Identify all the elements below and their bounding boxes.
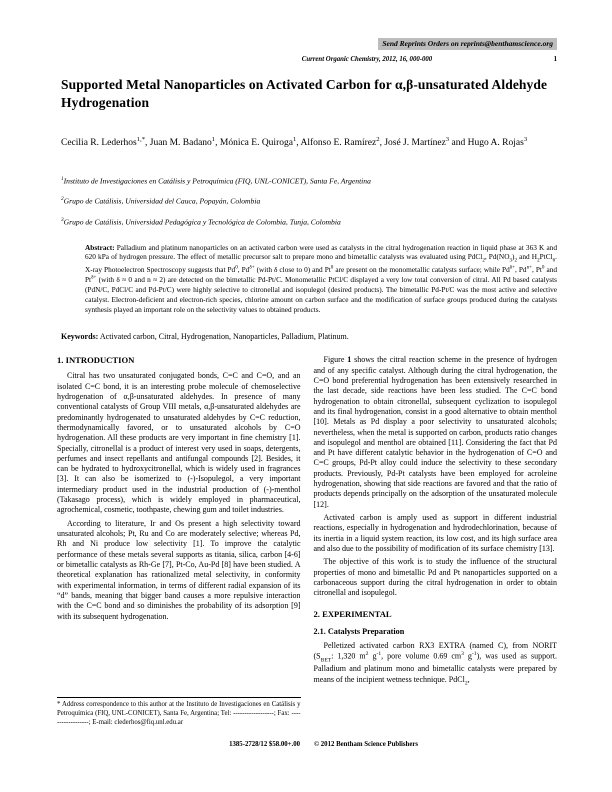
keywords-label: Keywords: — [61, 332, 99, 342]
page-footer — [57, 741, 557, 748]
journal-citation: Current Organic Chemistry, 2012, 16, 000-000 — [301, 56, 433, 63]
page-number: 1 — [553, 56, 558, 63]
body-paragraph-figure1: Figure 1 shows the citral reaction scheme in the presence of hydrogen and of any specific catalyst. Although during the citral hydrogenation, the C=O bond preferential hydrogenation has been extensively researched in the last decade, side reactions have been less studied. The C=C bond hydrogenation to obtain citronellal, subsequent cyclization to isopulegol and its final hydrogenation, consist in a good alternative to obtain menthol [10]. Metals as Pd display a poor selectivity to unsaturated alcohols; nevertheless, when the metal is supported on carbon, products ratio changes and isopulegol and menthol are obtained [11]. Considering the fact that Pd and Pt have different catalytic behavior in the hydrogenation of C=O and C=C groups, Pd-Pt alloy could induce the selectivity to these secondary products. Previously, Pd-Pt catalysts have been employed for acroleine hydrogenation, showing that side reactions are favored and that the ratio of products depends principally on the adsorption of the unsaturated molecule [12]. — [313, 355, 557, 509]
authors-line: Cecilia R. Lederhos$^{1,*}$, Juan M. Badano$^1$, Mónica E. Quiroga$^1$, Alfonso E. Ramírez$^2$, José J. Martínez$^3$ and Hugo A. Rojas$^3$ — [61, 135, 528, 148]
abstract-block — [85, 243, 557, 315]
affiliation-2: $^2$Grupo de Catálisis, Universidad del Cauca, Popayán, Colombia — [61, 196, 261, 206]
correspondence-footnote-text: * Address correspondence to this author at the Instituto de Investigaciones en Catálisis y Petroquímica (FIQ, UNL-CONICET), Santa Fe, Argentina; Tel: ------------------; Fax: ------------------; E-mail: clederhos@fiq.unl.edu.ar — [57, 701, 301, 726]
correspondence-footnote — [57, 697, 301, 727]
abstract-label: Abstract: — [85, 242, 115, 252]
section-1-heading: 1. INTRODUCTION — [57, 355, 135, 366]
affiliation-1: $^1$Instituto de Investigaciones en Catálisis y Petroquímica (FIQ, UNL-CONICET), Santa Fe, Argentina — [61, 175, 371, 186]
article-title: Supported Metal Nanoparticles on Activated Carbon for α,β-unsaturated Aldehyde Hydrogenation — [61, 77, 548, 110]
right-column — [314, 355, 558, 727]
intro-paragraph-2: According to literature, Ir and Os present a high selectivity toward unsaturated alcohols; Pt, Ru and Co are moderately selective; whereas Pd, Rh and Ni produce low selectivity [1]. To improve the catalytic performance of these metals several supports as titania, silica, carbon [4-6] or bimetallic catalysts as Rh-Ge [7], Pt-Co, Au-Pd [8] have been studied. A theoretical explanation has rationalized metal selectivity, in conformity with experimental information, in terms of different radial expansion of its “d” bands, meaning that bigger band causes a more repulsive interaction with the C=C bond and so diminishes the probability of its adsorption [9] with its subsequent hydrogenation. — [57, 518, 301, 621]
journal-header-row — [57, 56, 557, 63]
abstract-text: Palladium and platinum nanoparticles on an activated carbon were used as catalysts in the citral hydrogenation reaction in liquid phase at 363 K and 620 kPa of hydrogen pressure. The effect of metallic precursor salt to prepare mono and bimetallic catalysts was evaluated using PdCl$_2$, $Pd(NO_3)_2$ and $H_2PtCl_6$. X-ray Photoelectron Spectroscopy suggests that Pd$^0$, $Pd^{\delta+}$ (with δ close to 0) and Pt$^0$ are present on the monometallic catalysts surface; while $Pd^{\delta+}$, $Pd^{n+}$, Pt$^0$ and $Pt^{\delta+}$ (with δ ≈ 0 and n ≈ 2) are detected on the bimetallic Pd-Pt/C. Monometallic PtCl/C displayed a very low total conversion of citral. All Pd based catalysts (PdN/C, PdCl/C and Pd-Pt/C) were highly selective to citronellal and isopulegol (desired products). The bimetallic Pd-Pt/C was the most active and selective catalyst. Electron-deficient and electron-rich species, chlorine amount on carbon surface and the modification of surface groups produced during the catalysts synthesis played an important role on the selectivity values to obtained products. — [85, 242, 557, 314]
reprint-bar — [57, 33, 557, 51]
catalysts-preparation-paragraph: Pelletized activated carbon RX3 EXTRA (named C), from NORIT ($S_{BET}$: 1,320 $m^2$ $g^{-1}$, pore volume 0.69 $cm^3$ $g^{-1}$), was used as support. Palladium and platinum mono and bimetallic catalysts were prepared by means of the incipient wetness technique. PdCl$_2$, — [313, 640, 558, 687]
keywords-line — [61, 332, 557, 341]
affiliation-3: $^3$Grupo de Catálisis, Universidad Pedagógica y Tecnológica de Colombia, Tunja, Colombia — [61, 216, 341, 227]
body-paragraph-activated-carbon: Activated carbon is amply used as support in different industrial reactions, especially in hydrogenation and hydrodechlorination, because of its inertia in a liquid system reaction, its low cost, and its high surface area and also due to the possibility of modification of its surface chemistry [13]. — [313, 513, 557, 553]
copyright-notice: © 2012 Bentham Science Publishers — [314, 741, 419, 749]
reprint-notice: Send Reprints Orders on reprints@benthamscience.org — [378, 38, 557, 50]
intro-paragraph-1: Citral has two unsaturated conjugated bonds, C=C and C=O, and an isolated C=C bond, it is an interesting probe molecule of chemoselective hydrogenation of α,β-unsaturated aldehydes. In presence of many conventional catalysts of Group VIII metals, α,β-unsaturated aldehydes are predominantly hydrogenated to unsaturated aldehydes by C=C reduction, thermodynamically favored, or to unsaturated alcohols by C=O hydrogenation. All these products are very important in fine chemistry [1]. Specially, citronellal is a product of interest very used in soaps, detergents, perfumes and insect repellants and antifungal compounds [2]. Besides, it can be hydrated to hydroxycitronellal, which is widely used in fragrances [3]. It can also be isomerized to (-)-Isopulegol, a very important intermediary product used in the industrial production of (-)-menthol (Takasago process), which is widely employed in pharmaceutical, agrochemical, cosmetic, toothpaste, chewing gum and toilet industries. — [57, 371, 301, 515]
keywords-text: Activated carbon, Citral, Hydrogenation, Nanoparticles, Palladium, Platinum. — [99, 332, 349, 342]
body-paragraph-objective: The objective of this work is to study the influence of the structural properties of mono and bimetallic Pd and Pt nanoparticles supported on a carbonaceous support during the citral hydrogenation in order to obtain citronellal and isopulegol. — [313, 557, 557, 598]
section-2-1-heading: 2.1. Catalysts Preparation — [313, 626, 405, 636]
issn-price: 1385-2728/12 $58.00+.00 — [229, 741, 300, 749]
two-column-body — [57, 355, 557, 727]
section-2-heading: 2. EXPERIMENTAL — [313, 608, 392, 619]
left-column — [57, 355, 301, 727]
affiliations-block — [61, 176, 557, 227]
